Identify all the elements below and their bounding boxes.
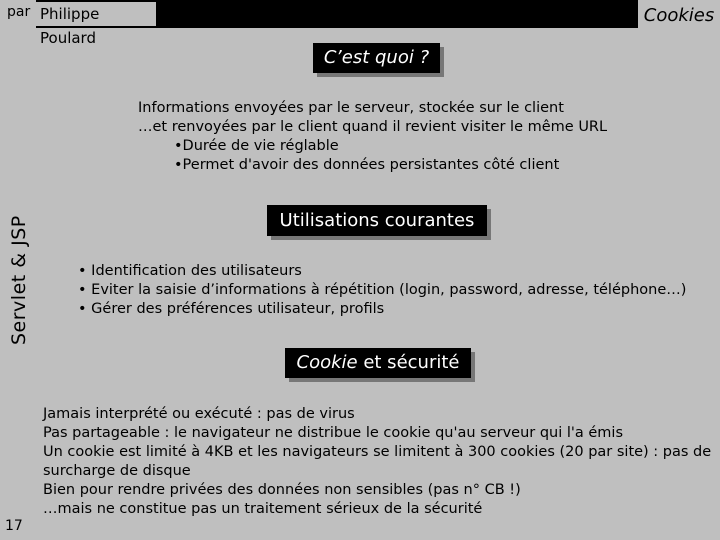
bullet-item: •Durée de vie réglable xyxy=(174,138,339,154)
section-body-what-is-it xyxy=(138,99,607,175)
page-number: 17 xyxy=(5,518,23,534)
body-line: Jamais interprété ou exécuté : pas de virus xyxy=(43,406,355,422)
body-line: Informations envoyées par le serveur, stockée sur le client xyxy=(138,100,564,116)
section-title-common-uses: Utilisations courantes xyxy=(267,205,487,236)
topic-tag: Cookies xyxy=(638,0,720,31)
author-name: Philippe Poulard xyxy=(36,2,156,26)
body-line: Un cookie est limité à 4KB et les navigateurs se limitent à 300 cookies (20 par site) : pas de surcharge de disque xyxy=(43,444,712,479)
bullet-item: • Eviter la saisie d’informations à répétition (login, password, adresse, téléphone…) xyxy=(78,282,687,298)
body-line: Bien pour rendre privées des données non sensibles (pas n° CB !) xyxy=(43,482,521,498)
section-title-rest: et sécurité xyxy=(357,352,460,373)
section-title-cookie-security xyxy=(285,348,471,378)
by-label: par xyxy=(7,4,31,20)
section-body-common-uses xyxy=(78,262,686,319)
sidebar-title: Servlet & JSP xyxy=(8,215,30,345)
section-title-what-is-it: C’est quoi ? xyxy=(313,43,440,73)
bullet-item: • Identification des utilisateurs xyxy=(78,263,302,279)
body-line: …mais ne constitue pas un traitement sérieux de la sécurité xyxy=(43,501,483,517)
section-title-emphasis: Cookie xyxy=(296,352,358,373)
body-line: Pas partageable : le navigateur ne distribue le cookie qu'au serveur qui l'a émis xyxy=(43,425,623,441)
bullet-item: • Gérer des préférences utilisateur, profils xyxy=(78,301,385,317)
sidebar xyxy=(0,0,36,540)
body-line: …et renvoyées par le client quand il revient visiter le même URL xyxy=(138,119,608,135)
bullet-item: •Permet d'avoir des données persistantes côté client xyxy=(174,157,560,173)
section-body-cookie-security xyxy=(43,405,713,519)
